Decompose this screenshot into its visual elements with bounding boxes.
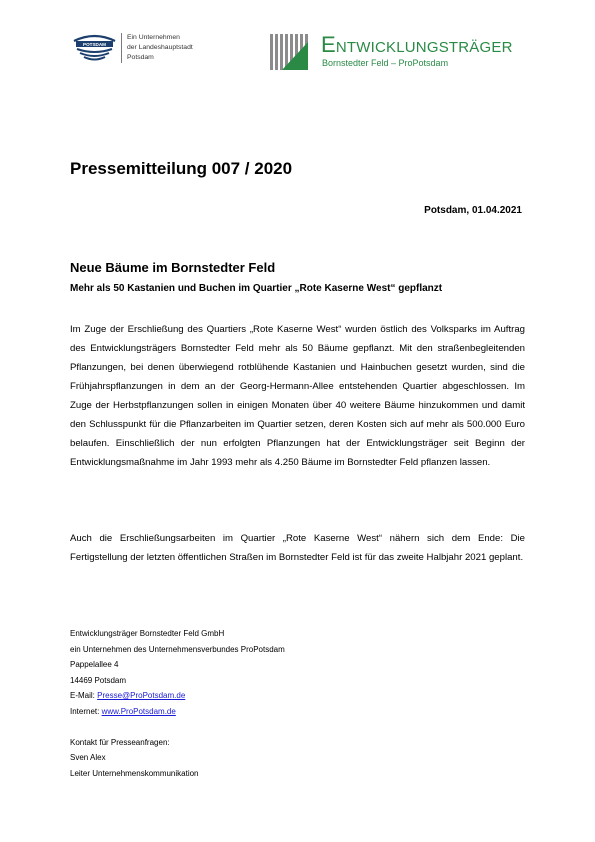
- city-address: 14469 Potsdam: [70, 675, 127, 685]
- potsdam-logo: [70, 33, 119, 63]
- contact-block: [70, 626, 285, 781]
- potsdam-emblem-label: POTSDAM: [83, 41, 106, 47]
- email-row: [70, 688, 285, 704]
- press-contact-name: Sven Alex: [70, 753, 106, 762]
- press-contact-heading: Kontakt für Presseanfragen:: [70, 737, 170, 747]
- press-contact-role: Leiter Unternehmenskommunikation: [70, 768, 199, 778]
- dateline: Potsdam, 01.04.2021: [424, 205, 522, 216]
- body-paragraph-2: Auch die Erschließungsarbeiten im Quartier „Rote Kaserne West“ nähern sich dem Ende: Die Fertigstellung der letzten öffentlichen Straßen im Bornstedter Feld ist für das zweite Halbjahr 2021 geplant.: [70, 533, 525, 563]
- potsdam-logo-line-3: Potsdam: [127, 54, 154, 61]
- email-link[interactable]: Presse@ProPotsdam.de: [97, 691, 186, 700]
- company-name: Entwicklungsträger Bornstedter Feld GmbH: [70, 629, 225, 638]
- potsdam-logo-line-2: der Landeshauptstadt: [127, 44, 193, 51]
- street-address: Pappelallee 4: [70, 660, 119, 669]
- website-link[interactable]: www.ProPotsdam.de: [101, 706, 176, 716]
- logo-divider: [121, 33, 122, 63]
- potsdam-logo-line-1: Ein Unternehmen: [127, 34, 180, 41]
- potsdam-emblem-icon: [70, 33, 119, 63]
- internet-label: Internet:: [70, 706, 102, 716]
- spacer: [70, 719, 285, 735]
- entwicklungstraeger-subtitle: Bornstedter Feld – ProPotsdam: [322, 58, 449, 68]
- potsdam-logo-text: [127, 33, 193, 63]
- page-title: Pressemitteilung 007 / 2020: [70, 159, 293, 178]
- headline: Neue Bäume im Bornstedter Feld: [70, 260, 276, 275]
- subheadline: Mehr als 50 Kastanien und Buchen im Quartier „Rote Kaserne West“ gepflanzt: [70, 283, 443, 294]
- company-group: ein Unternehmen des Unternehmensverbundes ProPotsdam: [70, 644, 285, 654]
- body-paragraph-1: Im Zuge der Erschließung des Quartiers „Rote Kaserne West“ wurden östlich des Volksparks im Auftrag des Entwicklungsträgers Bornstedter Feld mehr als 50 Bäume gepflanzt. Mit den straßenbegleitenden Pflanzungen, bei denen überwiegend rotblühende Kastanien und Hainbuchen gesetzt wurden, sind die Frühjahrspflanzungen in dem an der Georg-Hermann-Allee entstehenden Quartier abgeschlossen. Im Zuge der Herbstpflanzungen sollen in einigen Monaten über 40 weitere Bäume hinzukommen und damit den Schlusspunkt für die Pflanzarbeiten im Quartier setzen, deren Kosten sich auf mehr als 500.000 Euro belaufen. Einschließlich der nun erfolgten Pflanzungen hat der Entwicklungsträger seit Beginn der Entwicklungsmaßnahme im Jahr 1993 mehr als 4.250 Bäume im Bornstedter Feld pflanzen lassen.: [70, 324, 525, 468]
- internet-row: [70, 704, 285, 720]
- building-bars-icon: [270, 34, 310, 72]
- entwicklungstraeger-logo-mark: [270, 34, 310, 72]
- email-label: E-Mail:: [70, 691, 98, 700]
- entwicklungstraeger-wordmark: Entwicklungsträger: [321, 32, 513, 57]
